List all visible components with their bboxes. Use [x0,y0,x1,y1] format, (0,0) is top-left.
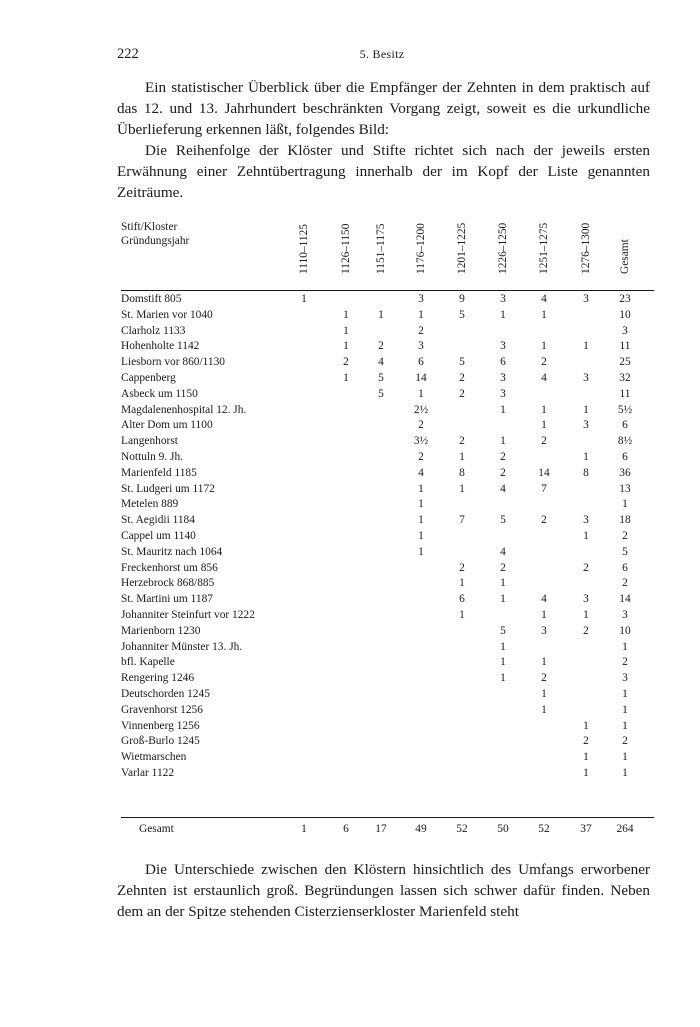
table-cell: 6 [622,561,628,574]
table-cell: 1 [500,435,506,448]
table-cell: 2 [459,561,465,574]
table-cell: 2 [622,529,628,542]
column-header-4 [454,220,470,286]
table-cell: 264 [616,823,634,835]
column-header-label: 1110–1125 [298,224,310,274]
table-cell: 17 [375,823,387,835]
column-header-7 [578,220,594,286]
table-cell: 23 [619,293,631,305]
table-cell: 1 [418,514,424,527]
table-cell: 2 [500,561,506,574]
table-cell: 3 [583,293,589,305]
row-institution-name: Rengering 1246 [121,672,195,685]
table-cell: 1 [583,766,589,779]
table-cell: 1 [583,529,589,542]
table-cell: 1 [541,340,547,353]
row-institution-name: Marienfeld 1185 [121,466,197,479]
table-cell: 1 [583,403,589,416]
table-row [121,450,654,466]
row-institution-name: Alter Dom um 1100 [121,419,213,432]
table-cell: 1 [343,340,349,353]
table-cell: 1 [622,719,628,732]
table-cell: 6 [343,823,349,835]
table-cell: 1 [343,371,349,384]
table-cell: 1 [459,450,465,463]
closing-text: Die Unterschiede zwischen den Klöstern hinsichtlich des Umfangs erworbener Zehnten ist erstaunlich groß. Begründungen lassen sich schwer dafür finden. Neben dem an der Spitze stehenden Cisterzienserkloster Marienfeld steht [117,861,650,920]
table-cell: 1 [500,403,506,416]
table-cell: 1 [418,482,424,495]
table-row [121,545,654,561]
table-cell: 1 [301,293,307,305]
row-institution-name: St. Martini um 1187 [121,593,213,606]
table-cell: 7 [541,482,547,495]
table-row [121,561,654,577]
column-header-label: 1276–1300 [580,222,592,274]
column-header-label: 1226–1250 [497,222,509,274]
table-cell: 6 [418,356,424,369]
table-cell: 3 [622,608,628,621]
table-cell: 3 [418,293,424,305]
table-cell: 52 [456,823,468,835]
table-cell: 32 [619,371,631,384]
table-cell: 1 [500,308,506,321]
row-institution-name: Cappenberg [121,371,176,384]
table-cell: 18 [619,514,631,527]
table-cell: 3 [583,514,589,527]
column-header-label: 1126–1150 [340,223,352,274]
table-row [121,655,654,671]
table-cell: 1 [459,608,465,621]
row-institution-name: Metelen 889 [121,498,179,511]
table-cell: 1 [541,403,547,416]
table-row [121,703,654,719]
table-cell: 1 [622,766,628,779]
column-header-label: 1176–1200 [415,223,427,274]
table-body [121,292,654,782]
table-cell: 1 [583,608,589,621]
page-header [117,46,647,66]
table-cell: 3 [583,371,589,384]
table-row [121,482,654,498]
table-cell: 10 [619,308,631,321]
table-row [121,592,654,608]
table-cell: 1 [583,450,589,463]
table-cell: 7 [459,514,465,527]
table-cell: 2 [622,577,628,590]
table-label-stift: Stift/Kloster [121,221,178,233]
table-cell: 1 [459,482,465,495]
row-institution-name: Johanniter Münster 13. Jh. [121,640,243,653]
table-cell: 6 [622,450,628,463]
table-cell: 1 [622,640,628,653]
table-cell: 2 [459,371,465,384]
table-row [121,576,654,592]
table-row [121,671,654,687]
row-institution-name: Cappel um 1140 [121,529,196,542]
table-cell: 1 [418,387,424,400]
table-cell: 1 [583,340,589,353]
table-row [121,497,654,513]
table-top-rule [121,290,654,291]
table-cell: 8 [583,466,589,479]
total-label: Gesamt [139,823,174,835]
table-cell: 3 [583,419,589,432]
table-cell: 1 [418,529,424,542]
table-cell: 9 [459,293,465,305]
table-row [121,624,654,640]
table-cell: 13 [619,482,631,495]
table-cell: 1 [459,577,465,590]
table-cell: 1 [500,672,506,685]
table-cell: 8½ [617,435,633,448]
table-row [121,687,654,703]
order-paragraph [117,140,650,203]
table-cell: 1 [541,419,547,432]
table-cell: 4 [418,466,424,479]
table-cell: 6 [622,419,628,432]
page-number: 222 [117,46,139,62]
row-institution-name: Clarholz 1133 [121,324,186,337]
column-header-2 [373,220,389,286]
table-cell: 52 [538,823,550,835]
row-institution-name: Wietmarschen [121,751,187,764]
table-cell: 2 [500,450,506,463]
column-header-label: 1251–1275 [538,222,550,274]
table-cell: 5 [500,624,506,637]
column-header-0 [296,220,312,286]
column-header-5 [495,220,511,286]
table-cell: 4 [541,593,547,606]
table-total-row [121,821,654,837]
row-institution-name: Johanniter Steinfurt vor 1222 [121,608,255,621]
table-cell: 2 [459,435,465,448]
table-cell: 1 [541,608,547,621]
table-cell: 5½ [617,403,633,416]
table-cell: 14 [538,466,550,479]
row-institution-name: Hohenholte 1142 [121,340,200,353]
table-cell: 1 [541,703,547,716]
table-cell: 2 [541,356,547,369]
table-cell: 2 [583,735,589,748]
table-row [121,403,654,419]
table-row [121,371,654,387]
table-cell: 1 [418,545,424,558]
table-cell: 3 [622,324,628,337]
table-cell: 2 [418,419,424,432]
row-institution-name: Herzebrock 868/885 [121,577,215,590]
row-institution-name: Domstift 805 [121,293,182,305]
column-header-label: Gesamt [619,239,631,274]
table-cell: 3 [583,593,589,606]
row-institution-name: St. Aegidii 1184 [121,514,195,527]
row-institution-name: Magdalenenhospital 12. Jh. [121,403,247,416]
table-cell: 1 [343,308,349,321]
table-cell: 1 [622,703,628,716]
table-cell: 14 [619,593,631,606]
table-cell: 6 [459,593,465,606]
table-cell: 1 [622,687,628,700]
table-row [121,750,654,766]
table-cell: 8 [459,466,465,479]
table-row [121,434,654,450]
table-cell: 1 [500,593,506,606]
table-cell: 1 [583,751,589,764]
table-cell: 1 [541,687,547,700]
table-cell: 1 [500,577,506,590]
table-cell: 5 [459,356,465,369]
table-row [121,719,654,735]
table-cell: 4 [541,293,547,305]
column-header-1 [338,220,354,286]
row-institution-name: bfl. Kapelle [121,656,175,669]
row-institution-name: St. Mauritz nach 1064 [121,545,223,558]
row-institution-name: St. Ludgeri um 1172 [121,482,215,495]
table-cell: 3 [541,624,547,637]
table-cell: 2 [418,450,424,463]
table-cell: 2½ [413,403,429,416]
column-header-3 [413,220,429,286]
row-institution-name: Langenhorst [121,435,178,448]
intro-text: Ein statistischer Überblick über die Empfänger der Zehnten in dem praktisch auf das 12. und 13. Jahrhundert beschränkten Vorgang zeigt, soweit es die urkundliche Überlieferung erkennen läßt, folgendes Bild: [117,79,650,138]
table-cell: 37 [580,823,592,835]
table-row [121,466,654,482]
table-row [121,387,654,403]
table-cell: 1 [418,498,424,511]
row-institution-name: Freckenhorst um 856 [121,561,218,574]
row-institution-name: Asbeck um 1150 [121,387,198,400]
table-label-founding-year: Gründungsjahr [121,235,190,247]
table-row [121,324,654,340]
table-row [121,339,654,355]
table-cell: 1 [583,719,589,732]
table-cell: 1 [541,308,547,321]
column-header-8 [617,220,633,286]
table-cell: 14 [415,371,427,384]
table-cell: 2 [622,735,628,748]
table-cell: 3 [500,340,506,353]
table-cell: 2 [541,435,547,448]
row-institution-name: St. Marien vor 1040 [121,308,213,321]
table-cell: 2 [541,672,547,685]
table-cell: 2 [500,466,506,479]
table-cell: 3 [500,293,506,305]
table-cell: 11 [619,387,631,400]
table-cell: 5 [378,387,384,400]
table-cell: 1 [500,640,506,653]
table-cell: 3 [500,371,506,384]
row-institution-name: Groß-Burlo 1245 [121,735,200,748]
table-cell: 36 [619,466,631,479]
table-cell: 25 [619,356,631,369]
table-bottom-rule [121,817,654,818]
row-institution-name: Vinnenberg 1256 [121,719,200,732]
table-cell: 5 [378,371,384,384]
table-cell: 4 [500,482,506,495]
table-row [121,766,654,782]
row-institution-name: Varlar 1122 [121,766,175,779]
table-cell: 2 [418,324,424,337]
row-institution-name: Nottuln 9. Jh. [121,450,184,463]
table-cell: 5 [500,514,506,527]
table-cell: 2 [583,561,589,574]
table-cell: 49 [415,823,427,835]
table-cell: 3½ [413,435,429,448]
intro-paragraph [117,77,650,140]
table-cell: 5 [622,545,628,558]
table-cell: 4 [500,545,506,558]
table-cell: 11 [619,340,631,353]
table-cell: 2 [343,356,349,369]
closing-paragraph [117,859,650,922]
table-cell: 6 [500,356,506,369]
table-cell: 1 [301,823,307,835]
table-cell: 2 [459,387,465,400]
table-row [121,608,654,624]
table-cell: 1 [343,324,349,337]
table-row [121,529,654,545]
row-institution-name: Liesborn vor 860/1130 [121,356,225,369]
table-row [121,355,654,371]
table-row [121,418,654,434]
table-cell: 2 [622,656,628,669]
running-head: 5. Besitz [359,47,405,61]
table-cell: 10 [619,624,631,637]
table-cell: 2 [378,340,384,353]
column-header-label: 1201–1225 [456,222,468,274]
table-row [121,734,654,750]
table-row [121,292,654,308]
order-text: Die Reihenfolge der Klöster und Stifte richtet sich nach der jeweils ersten Erwähnung einer Zehntübertragung innerhalb der im Kopf der Liste genannten Zeiträume. [117,142,650,201]
row-institution-name: Marienborn 1230 [121,624,201,637]
table-cell: 50 [497,823,509,835]
row-institution-name: Gravenhorst 1256 [121,703,203,716]
table-cell: 4 [541,371,547,384]
table-cell: 1 [500,656,506,669]
column-header-label: 1151–1175 [375,223,387,274]
table-row [121,308,654,324]
table-cell: 4 [378,356,384,369]
tithe-recipients-table [121,220,654,840]
table-cell: 1 [541,656,547,669]
table-row [121,513,654,529]
column-header-6 [536,220,552,286]
table-cell: 3 [418,340,424,353]
table-row [121,640,654,656]
table-cell: 1 [418,308,424,321]
table-cell: 3 [622,672,628,685]
table-cell: 1 [378,308,384,321]
row-institution-name: Deutschorden 1245 [121,687,210,700]
table-cell: 1 [622,498,628,511]
table-cell: 1 [622,751,628,764]
table-cell: 3 [500,387,506,400]
table-cell: 5 [459,308,465,321]
table-cell: 2 [583,624,589,637]
table-cell: 2 [541,514,547,527]
